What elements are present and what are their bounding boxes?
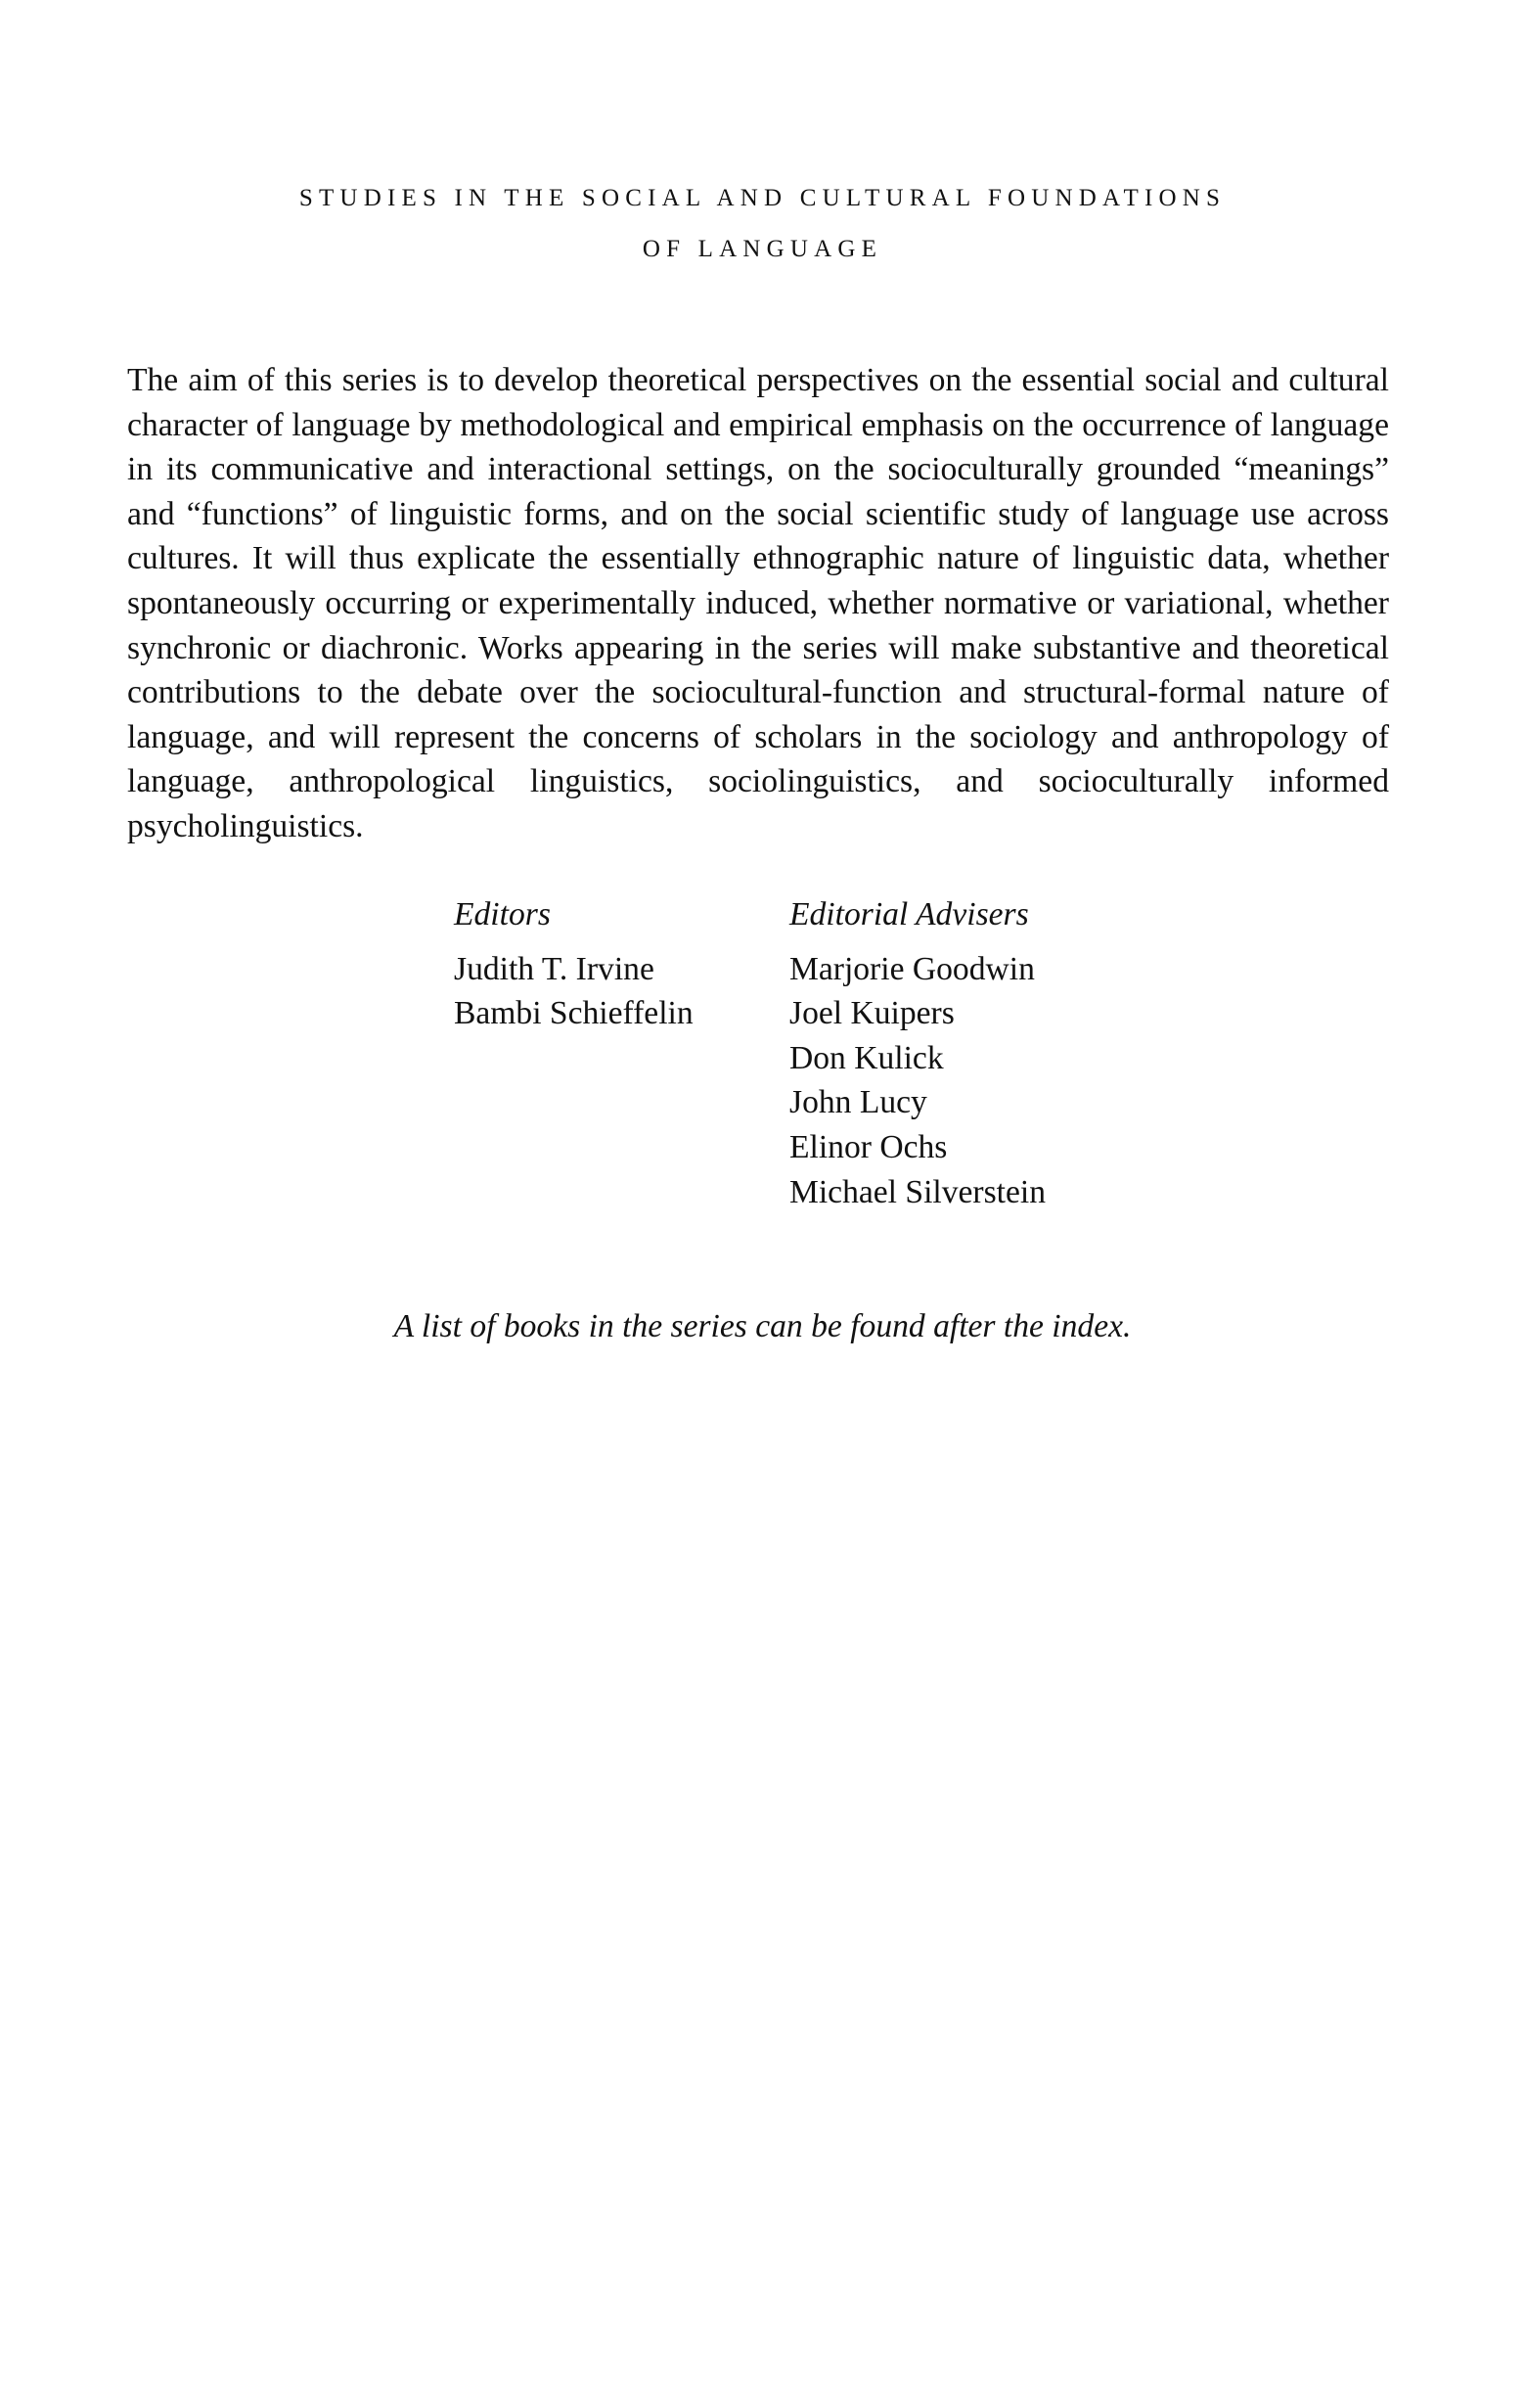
book-list-note: A list of books in the series can be found after the index. [393, 1308, 1132, 1344]
adviser-name: Marjorie Goodwin [789, 950, 1035, 987]
series-title-line-2: OF LANGUAGE [642, 236, 883, 262]
series-title-line-1: STUDIES IN THE SOCIAL AND CULTURAL FOUNDATIONS [298, 185, 1227, 211]
editors-heading: Editors [454, 896, 551, 932]
editorial-advisers-heading: Editorial Advisers [789, 896, 1029, 932]
editorial-advisers-column [789, 892, 1046, 1214]
adviser-name: Michael Silverstein [789, 1173, 1047, 1210]
adviser-name: John Lucy [789, 1084, 927, 1121]
adviser-name: Joel Kuipers [789, 995, 955, 1032]
editor-name: Bambi Schieffelin [454, 995, 694, 1032]
adviser-name: Don Kulick [789, 1039, 944, 1076]
adviser-name: Elinor Ochs [789, 1128, 948, 1165]
editor-name: Judith T. Irvine [454, 950, 654, 987]
editors-column [454, 892, 694, 1036]
series-description: The aim of this series is to develop theoretical perspectives on the essential social and cultural character of language by methodological and empirical emphasis on the occurrence of language in its communicative and interactional settings, on the socioculturally grounded “meanings” and “functions” of linguistic forms, and on the social scientific study of language use across cultures. It will thus explicate the essentially ethnographic nature of linguistic data, whether spontaneously occurring or experimentally induced, whether normative or variational, whether synchronic or diachronic. Works appearing in the series will make substantive and theoretical contributions to the debate over the sociocultural-function and structural-formal nature of language, and will represent the concerns of scholars in the sociology and anthropology of language, anthropological linguistics, sociolinguistics, and socioculturally informed psycholinguistics. [127, 362, 1389, 844]
